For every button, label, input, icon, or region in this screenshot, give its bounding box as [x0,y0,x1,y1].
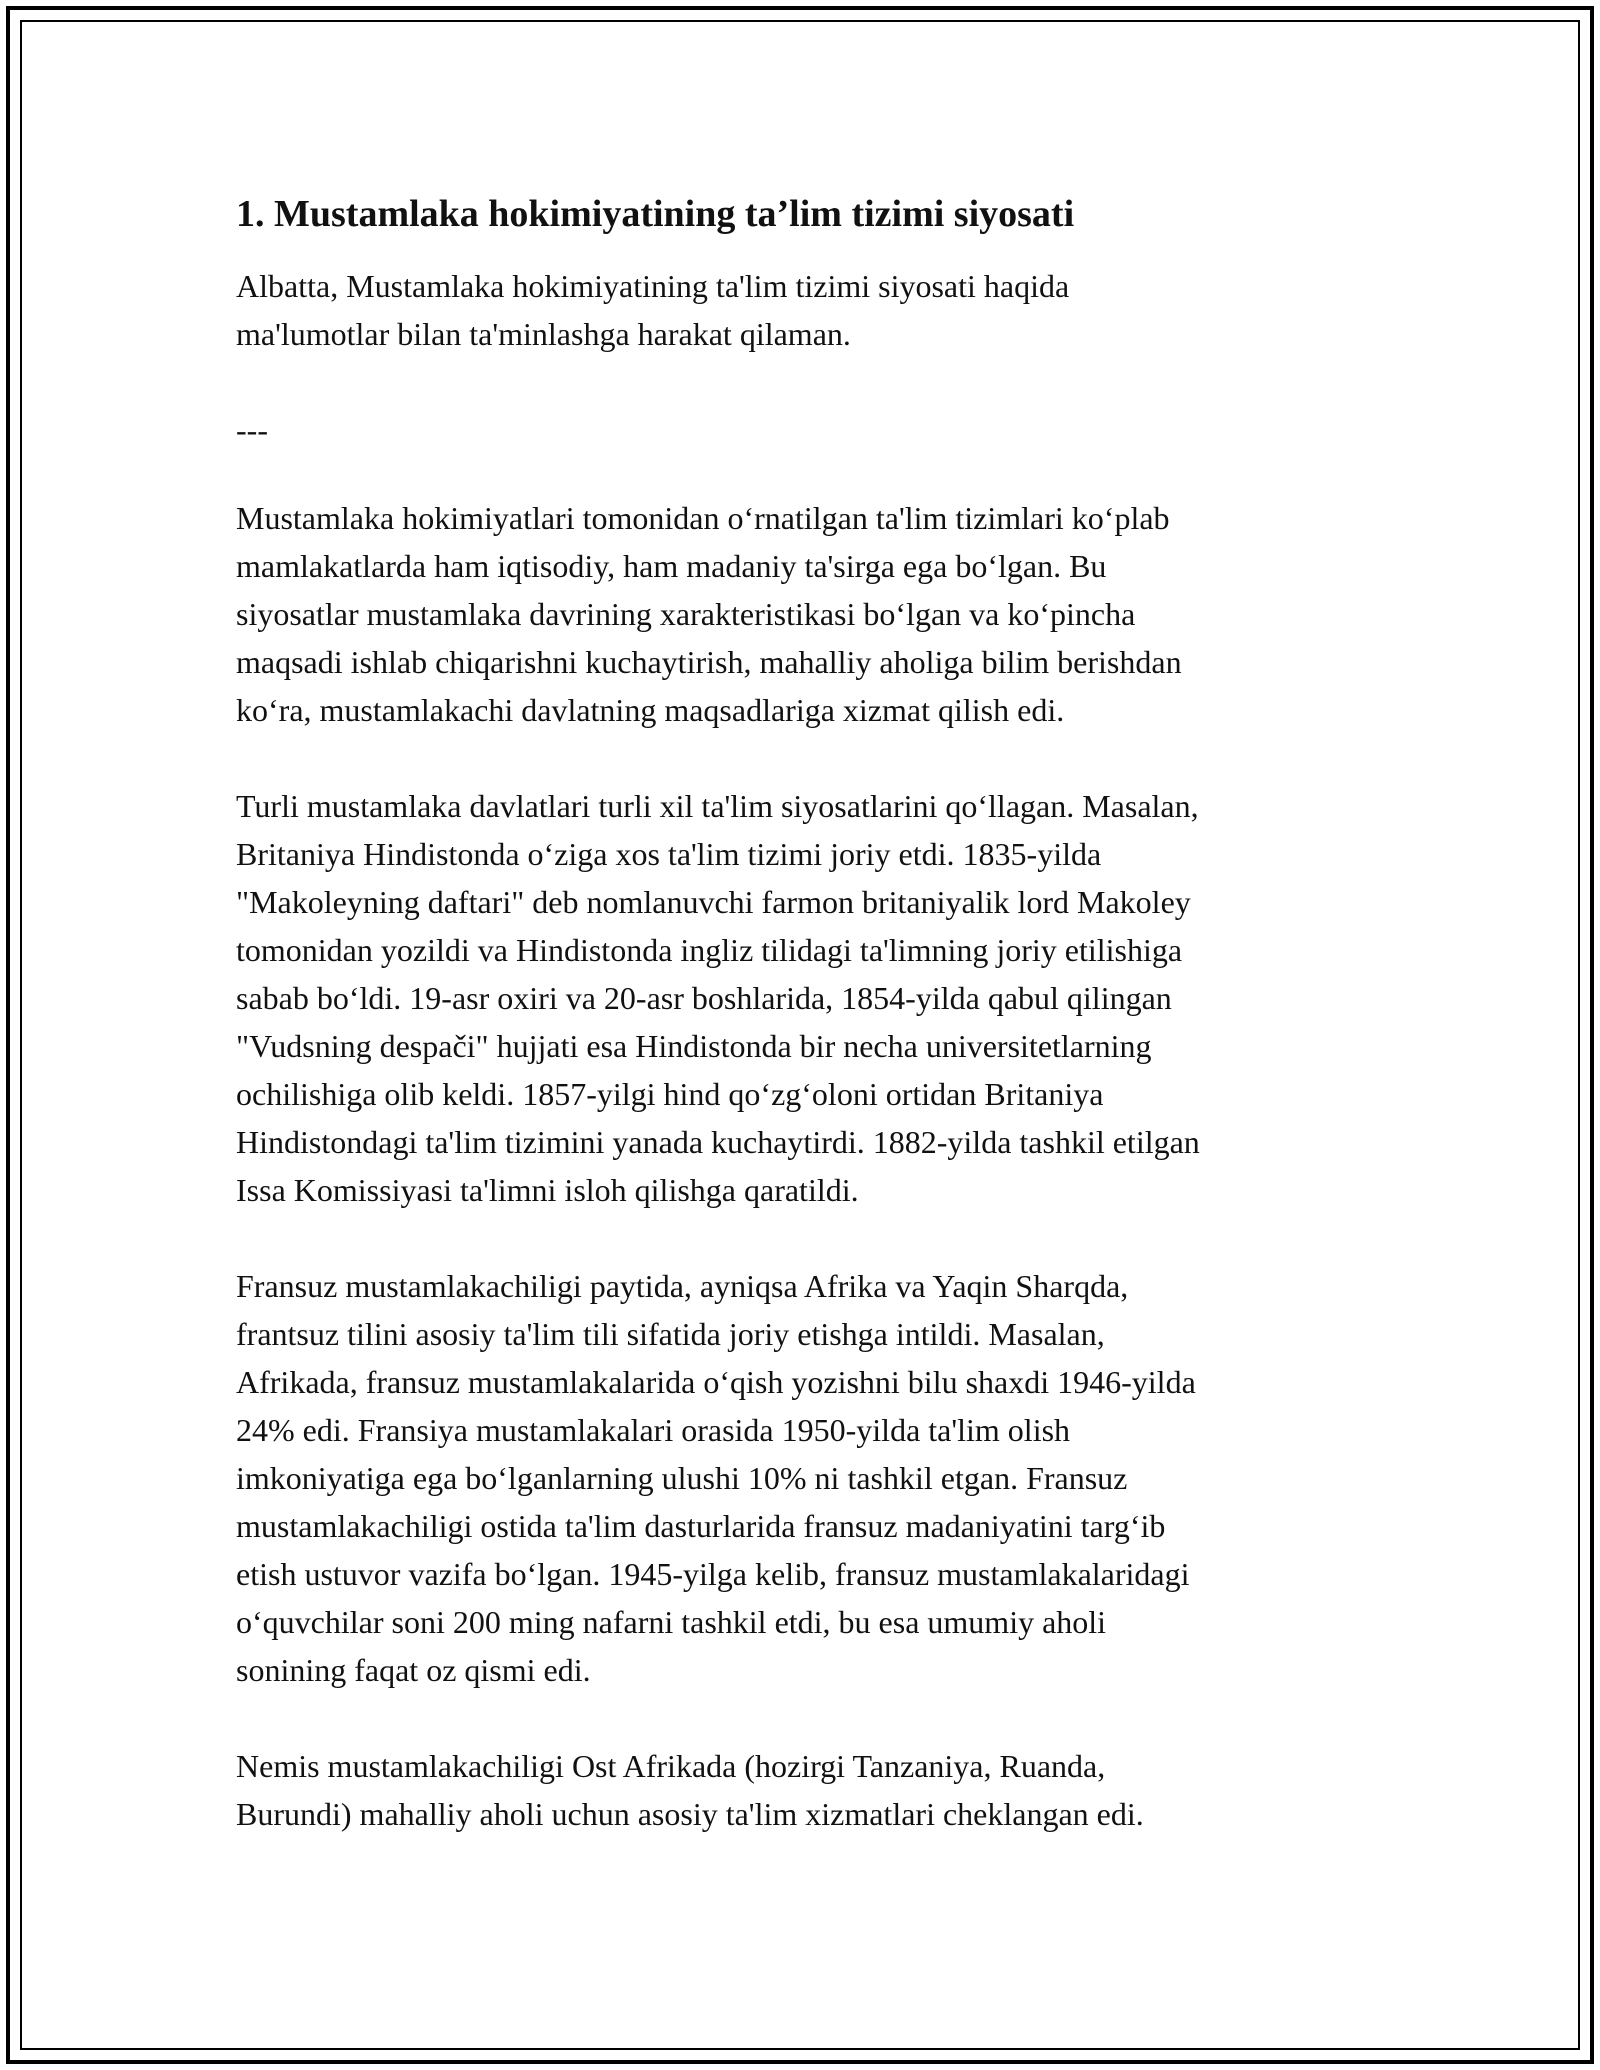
paragraph-german-policy: Nemis mustamlakachiligi Ost Afrikada (hozirgi Tanzaniya, Ruanda, Burundi) mahalliy aholi uchun asosiy ta'lim xizmatlari cheklangan edi. [236,1748,1144,1832]
intro-paragraph: Albatta, Mustamlaka hokimiyatining ta'lim tizimi siyosati haqida ma'lumotlar bilan ta'minlashga harakat qilaman. [236,268,1070,352]
paragraph-british-policy: Turli mustamlaka davlatlari turli xil ta'lim siyosatlarini qoʻllagan. Masalan, Britaniya Hindistonda oʻziga xos ta'lim tizimi joriy etdi. 1835-yilda "Makoleyning daftari" deb nomlanuvchi farmon britaniyalik lord Makoley tomonidan yozildi va Hindistonda ingliz tilidagi ta'limning joriy etilishiga sabab boʻldi. 19-asr oxiri va 20-asr boshlarida, 1854-yilda qabul qilingan "Vudsning despači" hujjati esa Hindistonda bir necha universitetlarning ochilishiga olib keldi. 1857-yilgi hind qoʻzgʻoloni ortidan Britaniya Hindistondagi ta'lim tizimini yanada kuchaytirdi. 1882-yilda tashkil etilgan Issa Komissiyasi ta'limni isloh qilishga qaratildi. [236,788,1200,1208]
paragraph-colonial-education: Mustamlaka hokimiyatlari tomonidan oʻrnatilgan ta'lim tizimlari koʻplab mamlakatlarda ham iqtisodiy, ham madaniy ta'sirga ega boʻlgan. Bu siyosatlar mustamlaka davrining xarakteristikasi boʻlgan va koʻpincha maqsadi ishlab chiqarishni kuchaytirish, mahalliy aholiga bilim berishdan koʻra, mustamlakachi davlatning maqsadlariga xizmat qilish edi. [236,500,1182,728]
separator-line: --- [236,412,268,448]
document-body [236,188,1366,1886]
document-title: 1. Mustamlaka hokimiyatining ta’lim tizimi siyosati [236,193,1075,235]
paragraph-french-policy: Fransuz mustamlakachiligi paytida, ayniqsa Afrika va Yaqin Sharqda, frantsuz tilini asosiy ta'lim tili sifatida joriy etishga intildi. Masalan, Afrikada, fransuz mustamlakalarida oʻqish yozishni bilu shaxdi 1946-yilda 24% edi. Fransiya mustamlakalari orasida 1950-yilda ta'lim olish imkoniyatiga ega boʻlganlarning ulushi 10% ni tashkil etgan. Fransuz mustamlakachiligi ostida ta'lim dasturlarida fransuz madaniyatini targʻib etish ustuvor vazifa boʻlgan. 1945-yilga kelib, fransuz mustamlakalaridagi oʻquvchilar soni 200 ming nafarni tashkil etdi, bu esa umumiy aholi sonining faqat oz qismi edi. [236,1268,1196,1688]
